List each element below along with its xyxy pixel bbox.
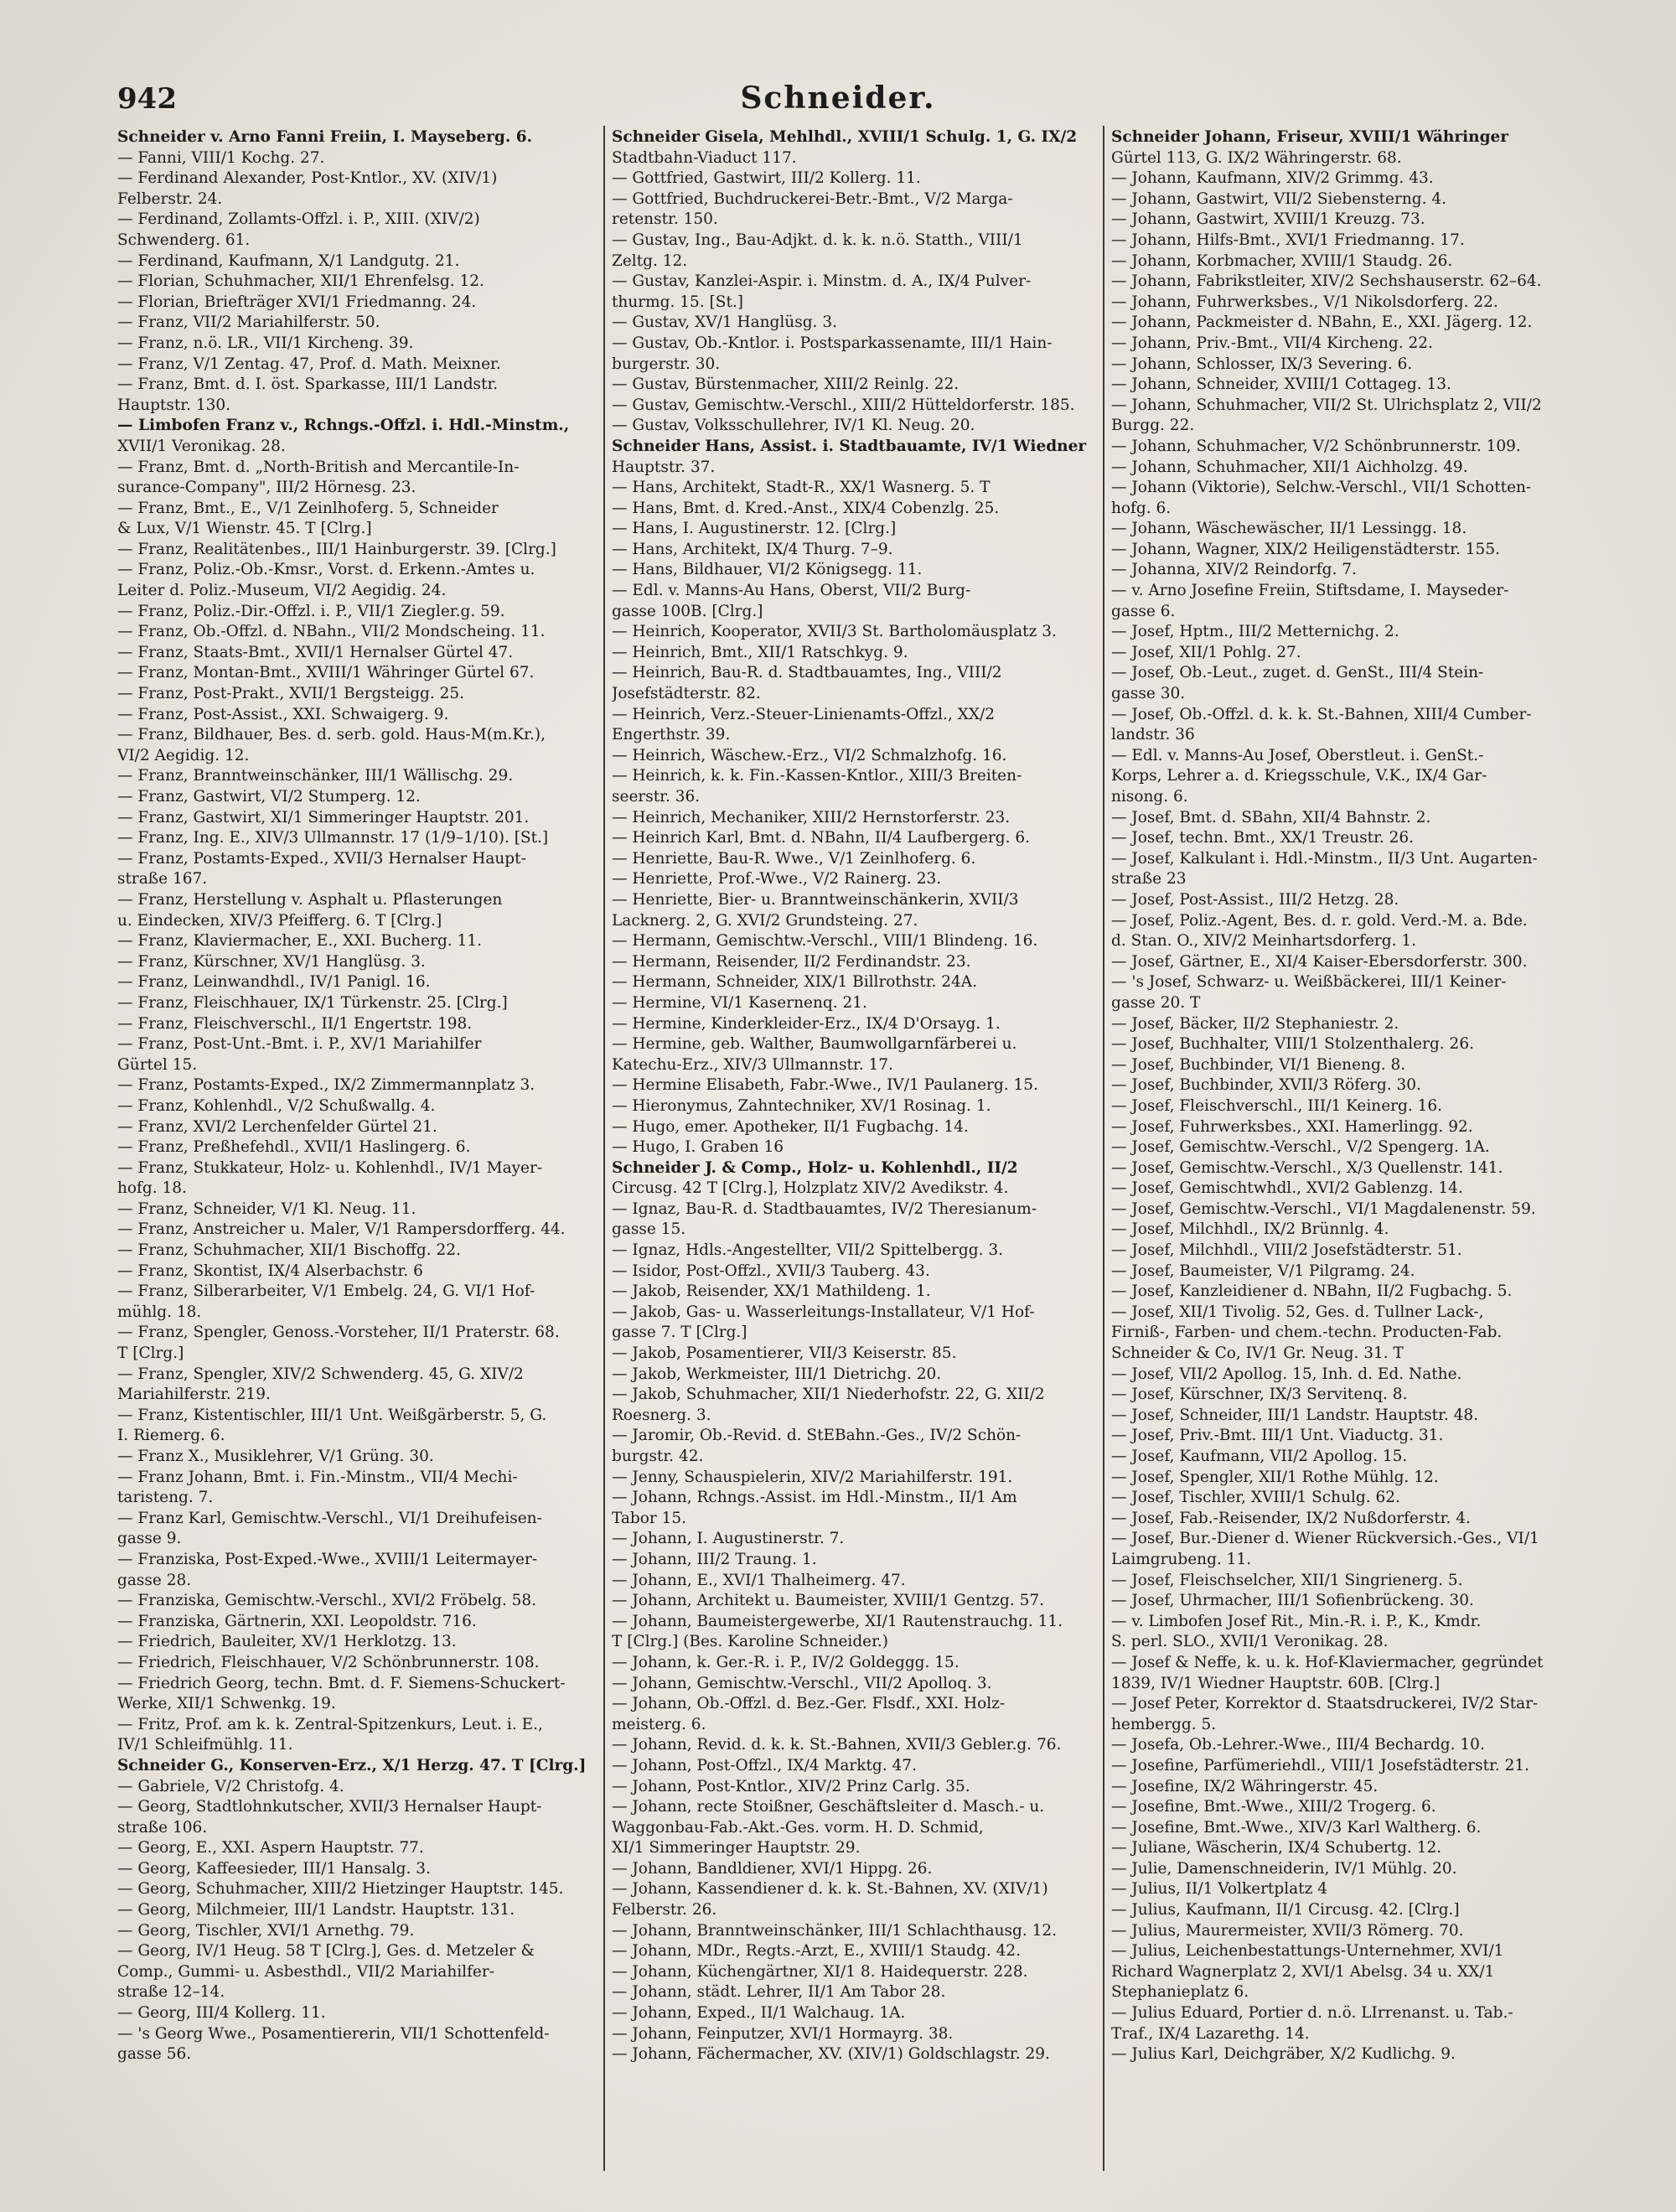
entry-line: T [Clrg.] (Bes. Karoline Schneider.) [612, 1633, 889, 1651]
entry-line: — Josef, Gemischtwhdl., XVI/2 Gablenzg. 14. [1111, 1179, 1463, 1198]
entry-line: — Hermine Elisabeth, Fabr.-Wwe., IV/1 Paulanerg. 15. [612, 1076, 1038, 1095]
entry-line: — Johann, Revid. d. k. k. St.-Bahnen, XVII/3 Gebler.g. 76. [612, 1736, 1062, 1754]
entry-line: — Jakob, Gas- u. Wasserleitungs-Installateur, V/1 Hof- [612, 1303, 1035, 1321]
entry-line: — Franz Karl, Gemischtw.-Verschl., VI/1 Dreihufeisen- [117, 1509, 542, 1527]
entry-line: — Franz, Spengler, Genoss.-Vorsteher, II/1 Praterstr. 68. [117, 1324, 560, 1342]
entry-line: — Johann, Küchengärtner, XI/1 8. Haidequerstr. 228. [612, 1962, 1028, 1981]
entry-line: — Gustav, Volksschullehrer, IV/1 Kl. Neug. 20. [612, 417, 975, 435]
entry-line: — Johann, Fuhrwerksbes., V/1 Nikolsdorferg. 22. [1111, 293, 1498, 311]
entry-line: — Jakob, Schuhmacher, XII/1 Niederhofstr. 22, G. XII/2 [612, 1386, 1045, 1404]
entry-line: — Florian, Schuhmacher, XII/1 Ehrenfelsg. 12. [117, 272, 484, 291]
entry-line: Schneider & Co, IV/1 Gr. Neug. 31. T [1111, 1344, 1404, 1363]
entry-line: XVII/1 Veronikag. 28. [117, 437, 286, 455]
entry-line: — Franz, Montan-Bmt., XVIII/1 Währinger Gürtel 67. [117, 664, 535, 682]
entry-line: Gürtel 113, G. IX/2 Währingerstr. 68. [1111, 148, 1402, 167]
entry-line: Firniß-, Farben- und chem.-techn. Producten-Fab. [1111, 1324, 1503, 1342]
entry-line: — Georg, E., XXI. Aspern Hauptstr. 77. [117, 1839, 424, 1857]
entry-heading: — Limbofen Franz v., Rchngs.-Offzl. i. Hdl.-Minstm., [117, 417, 570, 435]
entry-line: straße 106. [117, 1818, 208, 1836]
entry-line: — Franz, V/1 Zentag. 47, Prof. d. Math. Meixner. [117, 355, 501, 373]
entry-line: — Ferdinand, Kaufmann, X/1 Landgutg. 21. [117, 251, 460, 270]
entry-line: straße 12–14. [117, 1983, 225, 2002]
entry-line: — Josef, Fleischverschl., III/1 Keinerg. 16. [1111, 1096, 1443, 1115]
entry-line: — Franziska, Gärtnerin, XXI. Leopoldstr. 716. [117, 1612, 477, 1630]
entry-line: — v. Limbofen Josef Rit., Min.-R. i. P., K., Kmdr. [1111, 1612, 1482, 1630]
entry-line: — Julius, Leichenbestattungs-Unternehmer, XVI/1 [1111, 1942, 1504, 1961]
entry-line: — Josefine, Bmt.-Wwe., XIV/3 Karl Waltherg. 6. [1111, 1818, 1482, 1836]
entry-line: — Ferdinand Alexander, Post-Kntlor., XV. (XIV/1) [117, 169, 498, 188]
entry-line: Mariahilferstr. 219. [117, 1386, 271, 1404]
entry-line: — Josef, Schneider, III/1 Landstr. Hauptstr. 48. [1111, 1406, 1479, 1424]
entry-line: — Josef, Milchhdl., VIII/2 Josefstädterstr. 51. [1111, 1241, 1462, 1260]
entry-line: — Josef, Poliz.-Agent, Bes. d. r. gold. Verd.-M. a. Bde. [1111, 911, 1528, 930]
entry-line: — Johann, Architekt u. Baumeister, XVIII/1 Gentzg. 57. [612, 1592, 1045, 1610]
entry-line: — Johann, Schlosser, IX/3 Severing. 6. [1111, 355, 1413, 373]
entry-line: — Gustav, Ob.-Kntlor. i. Postsparkassenamte, III/1 Hain- [612, 334, 1053, 352]
entry-line: — Franz, Poliz.-Dir.-Offzl. i. P., VII/1 Ziegler.g. 59. [117, 602, 505, 620]
entry-line: gasse 9. [117, 1530, 182, 1548]
entry-line: — Johann, Schuhmacher, VII/2 St. Ulrichsplatz 2, VII/2 [1111, 396, 1542, 414]
entry-line: — Josef, Priv.-Bmt. III/1 Unt. Viaductg. 31. [1111, 1427, 1444, 1445]
entry-line: — Gustav, Kanzlei-Aspir. i. Minstm. d. A., IX/4 Pulver- [612, 272, 1032, 291]
entry-line: — Franz, Gastwirt, XI/1 Simmeringer Hauptstr. 201. [117, 808, 530, 826]
entry-line: — Johann, Rchngs.-Assist. im Hdl.-Minstm., II/1 Am [612, 1489, 1017, 1507]
entry-line: Josefstädterstr. 82. [612, 685, 761, 703]
entry-line: — Josef, Fuhrwerksbes., XXI. Hamerlingg. 92. [1111, 1117, 1473, 1136]
entry-line: — Franz, Silberarbeiter, V/1 Embelg. 24, G. VI/1 Hof- [117, 1282, 535, 1301]
entry-line: — Franz, Bmt., E., V/1 Zeinlhoferg. 5, Schneider [117, 499, 499, 517]
entry-line: — Hans, Architekt, Stadt-R., XX/1 Wasnerg. 5. T [612, 479, 991, 497]
entry-line: — Johann (Viktorie), Selchw.-Verschl., VII/1 Schotten- [1111, 479, 1532, 497]
running-head: Schneider. [740, 80, 936, 116]
entry-line: — Josef, Gemischtw.-Verschl., VI/1 Magdalenenstr. 59. [1111, 1199, 1536, 1218]
entry-line: — Josef, Hptm., III/2 Metternichg. 2. [1111, 623, 1399, 641]
entry-line: — Franz Johann, Bmt. i. Fin.-Minstm., VII/4 Mechi- [117, 1468, 518, 1486]
entry-line: — Josef, Ob.-Leut., zuget. d. GenSt., III/4 Stein- [1111, 664, 1484, 682]
entry-line: — Franz, Post-Unt.-Bmt. i. P., XV/1 Mariahilfer [117, 1035, 482, 1054]
entry-line: — Franz, Bmt. d. „North-British and Mercantile-In- [117, 458, 520, 476]
column-right [1111, 127, 1593, 2164]
entry-line: gasse 30. [1111, 685, 1186, 703]
entry-line: — Johann, Ob.-Offzl. d. Bez.-Ger. Flsdf., XXI. Holz- [612, 1695, 1006, 1713]
entry-line: — Franz, n.ö. LR., VII/1 Kircheng. 39. [117, 334, 414, 352]
entry-line: d. Stan. O., XIV/2 Meinhartsdorferg. 1. [1111, 932, 1417, 951]
entry-line: — Juliane, Wäscherin, IX/4 Schubertg. 12. [1111, 1839, 1442, 1857]
entry-line: — Franz, Postamts-Exped., XVII/3 Hernalser Haupt- [117, 849, 526, 868]
entry-line: — Henriette, Prof.-Wwe., V/2 Rainerg. 23. [612, 870, 942, 888]
entry-line: — Josef, Uhrmacher, III/1 Sofienbrückeng. 30. [1111, 1592, 1474, 1610]
entry-line: — Friedrich, Bauleiter, XV/1 Herklotzg. 13. [117, 1633, 457, 1651]
entry-line: — Johann, städt. Lehrer, II/1 Am Tabor 28. [612, 1983, 946, 2002]
entry-line: — Josef, XII/1 Pohlg. 27. [1111, 643, 1301, 661]
entry-line: VI/2 Aegidig. 12. [117, 746, 250, 764]
entry-line: — Franz, XVI/2 Lerchenfelder Gürtel 21. [117, 1117, 437, 1136]
entry-line: — Josef, VII/2 Apollog. 15, Inh. d. Ed. Nathe. [1111, 1365, 1462, 1383]
entry-line: Comp., Gummi- u. Asbesthdl., VII/2 Mariahilfer- [117, 1962, 494, 1981]
entry-line: Engerthstr. 39. [612, 726, 731, 744]
entry-line: IV/1 Schleifmühlg. 11. [117, 1736, 293, 1754]
entry-line: — Josef, Spengler, XII/1 Rothe Mühlg. 12. [1111, 1468, 1439, 1486]
entry-line: — Julius Karl, Deichgräber, X/2 Kudlichg. 9. [1111, 2045, 1456, 2064]
entry-line: — Franz, Branntweinschänker, III/1 Wällischg. 29. [117, 767, 514, 785]
entry-line: Lacknerg. 2, G. XVI/2 Grundsteing. 27. [612, 911, 918, 930]
entry-line: — Hermine, Kinderkleider-Erz., IX/4 D'Orsayg. 1. [612, 1014, 1001, 1033]
entry-line: — Franz, Bildhauer, Bes. d. serb. gold. Haus-M(m.Kr.), [117, 726, 546, 744]
entry-line: Zeltg. 12. [612, 251, 688, 270]
entry-line: — Isidor, Post-Offzl., XVII/3 Tauberg. 43. [612, 1261, 930, 1280]
column-left [117, 127, 599, 2164]
entry-line: I. Riemerg. 6. [117, 1427, 225, 1445]
entry-line: — Julius, II/1 Volkertplatz 4 [1111, 1880, 1327, 1899]
entry-line: — Heinrich Karl, Bmt. d. NBahn, II/4 Laufbergerg. 6. [612, 829, 1031, 847]
entry-line: — Josef, Fab.-Reisender, IX/2 Nußdorferstr. 4. [1111, 1509, 1471, 1527]
entry-line: — Josef, Kanzleidiener d. NBahn, II/2 Fugbachg. 5. [1111, 1282, 1513, 1301]
entry-line: nisong. 6. [1111, 788, 1188, 806]
entry-line: S. perl. SLO., XVII/1 Veronikag. 28. [1111, 1633, 1389, 1651]
entry-line: — Johann, Gastwirt, XVIII/1 Kreuzg. 73. [1111, 210, 1425, 229]
entry-line: — Georg, Tischler, XVI/1 Arnethg. 79. [117, 1921, 415, 1940]
entry-line: Felberstr. 26. [612, 1901, 717, 1919]
entry-line: — Franz, Poliz.-Ob.-Kmsr., Vorst. d. Erkenn.-Amtes u. [117, 561, 535, 579]
entry-line: — Josef, Fleischselcher, XII/1 Singrienerg. 5. [1111, 1571, 1463, 1589]
entry-line: — Josef, Buchhalter, VIII/1 Stolzenthalerg. 26. [1111, 1035, 1474, 1054]
entry-line: — Franz, Gastwirt, VI/2 Stumperg. 12. [117, 788, 421, 806]
entry-line: — Josefine, Parfümeriehdl., VIII/1 Josefstädterstr. 21. [1111, 1756, 1530, 1774]
entry-line: — Heinrich, Wäschew.-Erz., VI/2 Schmalzhofg. 16. [612, 746, 1007, 764]
entry-line: — Ferdinand, Zollamts-Offzl. i. P., XIII. (XIV/2) [117, 210, 480, 229]
entry-line: — Hermann, Gemischtw.-Verschl., VIII/1 Blindeng. 16. [612, 932, 1038, 951]
entry-line: — Johann, recte Stoißner, Geschäftsleiter d. Masch.- u. [612, 1798, 1045, 1816]
entry-line: — Johann, MDr., Regts.-Arzt, E., XVIII/1 Staudg. 42. [612, 1942, 1022, 1961]
entry-line: — Friedrich Georg, techn. Bmt. d. F. Siemens-Schuckert- [117, 1674, 566, 1692]
entry-line: — Franz, Fleischhauer, IX/1 Türkenstr. 25. [Clrg.] [117, 993, 508, 1012]
entry-line: straße 23 [1111, 870, 1187, 888]
entry-line: — Jakob, Posamentierer, VII/3 Keiserstr. 85. [612, 1344, 957, 1363]
entry-heading: Schneider Hans, Assist. i. Stadtbauamte, IV/1 Wiedner [612, 437, 1087, 455]
entry-line: Roesnerg. 3. [612, 1406, 711, 1424]
column-divider [1103, 126, 1104, 2171]
entry-line: — Franz, Kistentischler, III/1 Unt. Weißgärberstr. 5, G. [117, 1406, 547, 1424]
entry-line: — Franz, Spengler, XIV/2 Schwenderg. 45, G. XIV/2 [117, 1365, 524, 1383]
entry-line: Circusg. 42 T [Clrg.], Holzplatz XIV/2 Avedikstr. 4. [612, 1179, 1009, 1198]
entry-line: — Josef, XII/1 Tivolig. 52, Ges. d. Tullner Lack-, [1111, 1303, 1484, 1321]
entry-line: — Franz, Post-Prakt., XVII/1 Bergsteigg. 25. [117, 685, 465, 703]
entry-line: — Johann, Bandldiener, XVI/1 Hippg. 26. [612, 1859, 933, 1878]
column-middle [612, 127, 1094, 2164]
entry-line: — Josef, Gärtner, E., XI/4 Kaiser-Ebersdorferstr. 300. [1111, 952, 1528, 971]
entry-line: — Friedrich, Fleischhauer, V/2 Schönbrunnerstr. 108. [117, 1653, 540, 1671]
entry-line: — Josef, Ob.-Offzl. d. k. k. St.-Bahnen, XIII/4 Cumber- [1111, 705, 1532, 723]
entry-line: gasse 6. [1111, 602, 1176, 620]
entry-heading: Schneider Johann, Friseur, XVIII/1 Währinger [1111, 128, 1509, 146]
entry-line: Tabor 15. [612, 1509, 687, 1527]
entry-line: — Johann, III/2 Traung. 1. [612, 1550, 817, 1568]
entry-heading: Schneider Gisela, Mehlhdl., XVIII/1 Schulg. 1, G. IX/2 [612, 128, 1078, 146]
entry-line: — Hermann, Reisender, II/2 Ferdinandstr. 23. [612, 952, 971, 971]
entry-line: — Gustav, Bürstenmacher, XIII/2 Reinlg. 22. [612, 376, 960, 394]
entry-heading: Schneider v. Arno Fanni Freiin, I. Mayseberg. 6. [117, 128, 533, 146]
entry-line: — Josefa, Ob.-Lehrer.-Wwe., III/4 Bechardg. 10. [1111, 1736, 1485, 1754]
entry-line: — v. Arno Josefine Freiin, Stiftsdame, I. Mayseder- [1111, 582, 1509, 600]
entry-line: & Lux, V/1 Wienstr. 45. T [Clrg.] [117, 520, 372, 538]
entry-line: — Gustav, Ing., Bau-Adjkt. d. k. k. n.ö. Statth., VIII/1 [612, 231, 1023, 249]
entry-line: — Franz, Anstreicher u. Maler, V/1 Rampersdorfferg. 44. [117, 1220, 566, 1239]
entry-line: — Johann, Exped., II/1 Walchaug. 1A. [612, 2004, 906, 2023]
entry-line: — Johann, Gastwirt, VII/2 Siebensterng. 4. [1111, 189, 1446, 208]
entry-line: — Jenny, Schauspielerin, XIV/2 Mariahilferstr. 191. [612, 1468, 1013, 1486]
entry-line: — Heinrich, Mechaniker, XIII/2 Hernstorferstr. 23. [612, 808, 1011, 826]
entry-line: gasse 100B. [Clrg.] [612, 602, 763, 620]
entry-line: — Georg, IV/1 Heug. 58 T [Clrg.], Ges. d. Metzeler & [117, 1942, 535, 1961]
entry-line: mühlg. 18. [117, 1303, 202, 1321]
entry-line: Schwenderg. 61. [117, 231, 251, 249]
entry-line: — Johann, Wäschewäscher, II/1 Lessingg. 18. [1111, 520, 1467, 538]
entry-line: — Franz, Kohlenhdl., V/2 Schußwallg. 4. [117, 1096, 436, 1115]
entry-line: — Ignaz, Bau-R. d. Stadtbauamtes, IV/2 Theresianum- [612, 1199, 1037, 1218]
entry-line: — Heinrich, k. k. Fin.-Kassen-Kntlor., XIII/3 Breiten- [612, 767, 1022, 785]
entry-line: u. Eindecken, XIV/3 Pfeifferg. 6. T [Clrg.] [117, 911, 442, 930]
entry-heading: Schneider J. & Comp., Holz- u. Kohlenhdl., II/2 [612, 1158, 1018, 1177]
entry-line: Richard Wagnerplatz 2, XVI/1 Abelsg. 34 u. XX/1 [1111, 1962, 1495, 1981]
entry-line: taristeng. 7. [117, 1489, 214, 1507]
entry-line: T [Clrg.] [117, 1344, 184, 1363]
entry-line: — Franz, Realitätenbes., III/1 Hainburgerstr. 39. [Clrg.] [117, 540, 556, 558]
entry-line: — Gottfried, Gastwirt, III/2 Kollerg. 11. [612, 169, 921, 188]
entry-line: — Edl. v. Manns-Au Hans, Oberst, VII/2 Burg- [612, 582, 971, 600]
entry-line: Hauptstr. 37. [612, 458, 716, 476]
entry-line: — Johann, Kaufmann, XIV/2 Grimmg. 43. [1111, 169, 1434, 188]
entry-line: Leiter d. Poliz.-Museum, VI/2 Aegidig. 24. [117, 582, 447, 600]
entry-line: — Josef, Buchbinder, VI/1 Bieneng. 8. [1111, 1055, 1406, 1074]
entry-line: hofg. 6. [1111, 499, 1172, 517]
entry-line: — Georg, Kaffeesieder, III/1 Hansalg. 3. [117, 1859, 431, 1878]
entry-line: — Hans, Bildhauer, VI/2 Königsegg. 11. [612, 561, 923, 579]
entry-line: Hauptstr. 130. [117, 396, 231, 414]
entry-line: — Josef, Buchbinder, XVII/3 Röferg. 30. [1111, 1076, 1421, 1095]
entry-line: — Franziska, Gemischtw.-Verschl., XVI/2 Fröbelg. 58. [117, 1592, 537, 1610]
entry-heading: Schneider G., Konserven-Erz., X/1 Herzg. 47. T [Clrg.] [117, 1756, 587, 1774]
entry-line: Traf., IX/4 Lazarethg. 14. [1111, 2024, 1310, 2043]
entry-line: — Johann, Hilfs-Bmt., XVI/1 Friedmanng. 17. [1111, 231, 1465, 249]
entry-line: — Josef, Kaufmann, VII/2 Apollog. 15. [1111, 1448, 1408, 1465]
entry-line: — Johann, Branntweinschänker, III/1 Schlachthausg. 12. [612, 1921, 1058, 1940]
entry-line: — Gottfried, Buchdruckerei-Betr.-Bmt., V/2 Marga- [612, 189, 1013, 208]
entry-line: — Gustav, XV/1 Hanglüsg. 3. [612, 313, 837, 332]
entry-line: — Franz, Klaviermacher, E., XXI. Bucherg. 11. [117, 932, 482, 951]
entry-line: — Julius, Maurermeister, XVII/3 Römerg. 70. [1111, 1921, 1464, 1940]
entry-line: — Josef, Baumeister, V/1 Pilgramg. 24. [1111, 1261, 1415, 1280]
entry-line: — Josef, Kalkulant i. Hdl.-Minstm., II/3 Unt. Augarten- [1111, 849, 1538, 868]
entry-line: — Franz, Ob.-Offzl. d. NBahn., VII/2 Mondscheing. 11. [117, 623, 546, 641]
entry-line: — Josef, Kürschner, IX/3 Servitenq. 8. [1111, 1386, 1408, 1404]
entry-line: — Georg, Schuhmacher, XIII/2 Hietzinger Hauptstr. 145. [117, 1880, 564, 1899]
entry-line: gasse 7. T [Clrg.] [612, 1324, 747, 1342]
entry-line: seerstr. 36. [612, 788, 701, 806]
entry-line: — Johann, Post-Kntlor., XIV/2 Prinz Carlg. 35. [612, 1777, 970, 1795]
entry-line: — Johann, Schneider, XVIII/1 Cottageg. 13. [1111, 376, 1451, 394]
entry-line: — Hugo, I. Graben 16 [612, 1138, 784, 1157]
entry-line: — Georg, Stadtlohnkutscher, XVII/3 Hernalser Haupt- [117, 1798, 542, 1816]
entry-line: gasse 20. T [1111, 993, 1201, 1012]
entry-line: — Heinrich, Bau-R. d. Stadtbauamtes, Ing., VIII/2 [612, 664, 1002, 682]
entry-line: — Johann, Kassendiener d. k. k. St.-Bahnen, XV. (XIV/1) [612, 1880, 1048, 1899]
entry-line: gasse 28. [117, 1571, 192, 1589]
entry-line: Werke, XII/1 Schwenkg. 19. [117, 1695, 336, 1713]
entry-line: burgerstr. 30. [612, 355, 721, 373]
entry-line: — Franz, Leinwandhdl., IV/1 Panigl. 16. [117, 973, 431, 992]
entry-line: — Franz, Postamts-Exped., IX/2 Zimmermannplatz 3. [117, 1076, 535, 1095]
entry-line: — Josef, Tischler, XVIII/1 Schulg. 62. [1111, 1489, 1400, 1507]
entry-line: — Fritz, Prof. am k. k. Zentral-Spitzenkurs, Leut. i. E., [117, 1715, 543, 1733]
entry-line: — Johann, I. Augustinerstr. 7. [612, 1530, 845, 1548]
entry-line: straße 167. [117, 870, 208, 888]
entry-line: — Franz, Schuhmacher, XII/1 Bischoffg. 22. [117, 1241, 461, 1260]
entry-line: — Josefine, Bmt.-Wwe., XIII/2 Trogerg. 6. [1111, 1798, 1436, 1816]
entry-line: — Johanna, XIV/2 Reindorfg. 7. [1111, 561, 1357, 579]
entry-line: — Hans, I. Augustinerstr. 12. [Clrg.] [612, 520, 897, 538]
column-divider [603, 126, 605, 2171]
entry-line: hofg. 18. [117, 1179, 187, 1198]
entry-line: — Josef, Milchhdl., IX/2 Brünnlg. 4. [1111, 1220, 1389, 1239]
entry-line: landstr. 36 [1111, 726, 1195, 744]
entry-line: — Franz, Preßhefehdl., XVII/1 Haslingerg. 6. [117, 1138, 471, 1157]
entry-line: burgstr. 42. [612, 1448, 704, 1465]
entry-line: Laimgrubeng. 11. [1111, 1550, 1252, 1568]
entry-line: — Franz, Fleischverschl., II/1 Engertstr. 198. [117, 1014, 473, 1033]
entry-line: — Josef, Bur.-Diener d. Wiener Rückversich.-Ges., VI/1 [1111, 1530, 1539, 1548]
entry-line: — Henriette, Bier- u. Branntweinschänkerin, XVII/3 [612, 890, 1019, 909]
entry-line: thurmg. 15. [St.] [612, 293, 743, 311]
entry-line: — Hieronymus, Zahntechniker, XV/1 Rosinag. 1. [612, 1096, 991, 1115]
entry-line: Stephanieplatz 6. [1111, 1983, 1249, 2002]
entry-line: — Henriette, Bau-R. Wwe., V/1 Zeinlhoferg. 6. [612, 849, 976, 868]
entry-line: Gürtel 15. [117, 1055, 198, 1074]
entry-line: — Heinrich, Kooperator, XVII/3 St. Bartholomäusplatz 3. [612, 623, 1057, 641]
entry-line: — Florian, Briefträger XVI/1 Friedmanng. 24. [117, 293, 477, 311]
entry-line: — Johann, Fächermacher, XV. (XIV/1) Goldschlagstr. 29. [612, 2045, 1050, 2064]
entry-line: — Johann, Schuhmacher, XII/1 Aichholzg. 49. [1111, 458, 1468, 476]
entry-line: — Josef & Neffe, k. u. k. Hof-Klaviermacher, gegründet [1111, 1653, 1544, 1671]
entry-line: 1839, IV/1 Wiedner Hauptstr. 60B. [Clrg.] [1111, 1674, 1441, 1692]
entry-line: — Josef, techn. Bmt., XX/1 Treustr. 26. [1111, 829, 1415, 847]
entry-line: — Johann, Packmeister d. NBahn, E., XXI. Jägerg. 12. [1111, 313, 1533, 332]
entry-line: — Johann, Wagner, XIX/2 Heiligenstädterstr. 155. [1111, 540, 1500, 558]
entry-line: — 's Georg Wwe., Posamentiererin, VII/1 Schottenfeld- [117, 2024, 550, 2043]
entry-line: — Johann, Korbmacher, XVIII/1 Staudg. 26. [1111, 251, 1453, 270]
entry-line: — Josefine, IX/2 Währingerstr. 45. [1111, 1777, 1379, 1795]
entry-line: — Heinrich, Bmt., XII/1 Ratschkyg. 9. [612, 643, 908, 661]
entry-line: Katechu-Erz., XIV/3 Ullmannstr. 17. [612, 1055, 893, 1074]
entry-line: Stadtbahn-Viaduct 117. [612, 148, 797, 167]
entry-line: — Hermann, Schneider, XIX/1 Billrothstr. 24A. [612, 973, 978, 992]
page-number: 942 [117, 82, 177, 116]
entry-line: — Hugo, emer. Apotheker, II/1 Fugbachg. 14. [612, 1117, 969, 1136]
entry-line: — Franz, Post-Assist., XXI. Schwaigerg. 9. [117, 705, 449, 723]
entry-line: — Johann, k. Ger.-R. i. P., IV/2 Goldeggg. 15. [612, 1653, 960, 1671]
entry-line: — Georg, III/4 Kollerg. 11. [117, 2004, 326, 2023]
entry-line: gasse 56. [117, 2045, 192, 2064]
entry-line: — Josef Peter, Korrektor d. Staatsdruckerei, IV/2 Star- [1111, 1695, 1539, 1713]
entry-line: — Hans, Architekt, IX/4 Thurg. 7–9. [612, 540, 893, 558]
entry-line: — Gabriele, V/2 Christofg. 4. [117, 1777, 344, 1795]
entry-line: — Franz, Ing. E., XIV/3 Ullmannstr. 17 (1/9–1/10). [St.] [117, 829, 549, 847]
entry-line: Felberstr. 24. [117, 189, 223, 208]
entry-line: XI/1 Simmeringer Hauptstr. 29. [612, 1839, 861, 1857]
entry-line: — Josef, Gemischtw.-Verschl., V/2 Spengerg. 1A. [1111, 1138, 1490, 1157]
entry-line: — Josef, Gemischtw.-Verschl., X/3 Quellenstr. 141. [1111, 1158, 1503, 1177]
entry-line: — 's Josef, Schwarz- u. Weißbäckerei, III/1 Keiner- [1111, 973, 1507, 992]
entry-line: — Johann, Priv.-Bmt., VII/4 Kircheng. 22. [1111, 334, 1433, 352]
entry-line: — Franz, Bmt. d. I. öst. Sparkasse, III/1 Landstr. [117, 376, 499, 394]
entry-line: — Josef, Bmt. d. SBahn, XII/4 Bahnstr. 2. [1111, 808, 1431, 826]
entry-line: — Franz X., Musiklehrer, V/1 Grüng. 30. [117, 1448, 434, 1465]
entry-line: retenstr. 150. [612, 210, 718, 229]
entry-line: — Ignaz, Hdls.-Angestellter, VII/2 Spittelbergg. 3. [612, 1241, 1003, 1260]
entry-line: — Fanni, VIII/1 Kochg. 27. [117, 148, 325, 167]
entry-line: Waggonbau-Fab.-Akt.-Ges. vorm. H. D. Schmid, [612, 1818, 984, 1836]
entry-line: — Josef, Post-Assist., III/2 Hetzg. 28. [1111, 890, 1399, 909]
entry-line: surance-Company", III/2 Hörnesg. 23. [117, 479, 416, 497]
entry-line: — Jakob, Reisender, XX/1 Mathildeng. 1. [612, 1282, 931, 1301]
entry-line: — Franz, Stukkateur, Holz- u. Kohlenhdl., IV/1 Mayer- [117, 1158, 543, 1177]
entry-line: Korps, Lehrer a. d. Kriegsschule, V.K., IX/4 Gar- [1111, 767, 1487, 785]
entry-line: — Julius, Kaufmann, II/1 Circusg. 42. [Clrg.] [1111, 1901, 1460, 1919]
entry-line: — Johann, E., XVI/1 Thalheimerg. 47. [612, 1571, 906, 1589]
entry-line: — Johann, Gemischtw.-Verschl., VII/2 Apolloq. 3. [612, 1674, 992, 1692]
entry-line: — Franz, Kürschner, XV/1 Hanglüsg. 3. [117, 952, 426, 971]
entry-line: — Hermine, VI/1 Kasernenq. 21. [612, 993, 867, 1012]
entry-line: — Heinrich, Verz.-Steuer-Linienamts-Offzl., XX/2 [612, 705, 996, 723]
entry-line: gasse 15. [612, 1220, 686, 1239]
entry-line: meisterg. 6. [612, 1715, 706, 1733]
entry-line: — Franz, Schneider, V/1 Kl. Neug. 11. [117, 1199, 416, 1218]
entry-line: — Johann, Fabrikstleiter, XIV/2 Sechshauserstr. 62–64. [1111, 272, 1542, 291]
entry-line: — Hans, Bmt. d. Kred.-Anst., XIX/4 Cobenzlg. 25. [612, 499, 1000, 517]
entry-line: — Franziska, Post-Exped.-Wwe., XVIII/1 Leitermayer- [117, 1550, 538, 1568]
entry-line: — Johann, Post-Offzl., IX/4 Marktg. 47. [612, 1756, 917, 1774]
entry-line: — Julie, Damenschneiderin, IV/1 Mühlg. 20. [1111, 1859, 1457, 1878]
entry-line: — Johann, Baumeistergewerbe, XI/1 Rautenstrauchg. 11. [612, 1612, 1063, 1630]
entry-line: — Julius Eduard, Portier d. n.ö. LIrrenanst. u. Tab.- [1111, 2004, 1513, 2023]
entry-line: — Franz, Skontist, IX/4 Alserbachstr. 6 [117, 1261, 423, 1280]
entry-line: — Johann, Feinputzer, XVI/1 Hormayrg. 38. [612, 2024, 954, 2043]
entry-line: — Georg, Milchmeier, III/1 Landstr. Hauptstr. 131. [117, 1901, 515, 1919]
entry-line: — Jakob, Werkmeister, III/1 Dietrichg. 20. [612, 1365, 942, 1383]
entry-line: — Jaromir, Ob.-Revid. d. StEBahn.-Ges., IV/2 Schön- [612, 1427, 1022, 1445]
entry-line: hembergg. 5. [1111, 1715, 1217, 1733]
entry-line: — Gustav, Gemischtw.-Verschl., XIII/2 Hütteldorferstr. 185. [612, 396, 1075, 414]
entry-line: — Franz, Herstellung v. Asphalt u. Pflasterungen [117, 890, 503, 909]
entry-line: — Hermine, geb. Walther, Baumwollgarnfärberei u. [612, 1035, 1017, 1054]
entry-line: Burgg. 22. [1111, 417, 1195, 435]
entry-line: — Johann, Schuhmacher, V/2 Schönbrunnerstr. 109. [1111, 437, 1521, 455]
entry-line: — Franz, VII/2 Mariahilferstr. 50. [117, 313, 380, 332]
entry-line: — Franz, Staats-Bmt., XVII/1 Hernalser Gürtel 47. [117, 643, 514, 661]
entry-line: — Josef, Bäcker, II/2 Stephaniestr. 2. [1111, 1014, 1399, 1033]
entry-line: — Edl. v. Manns-Au Josef, Oberstleut. i. GenSt.- [1111, 746, 1484, 764]
